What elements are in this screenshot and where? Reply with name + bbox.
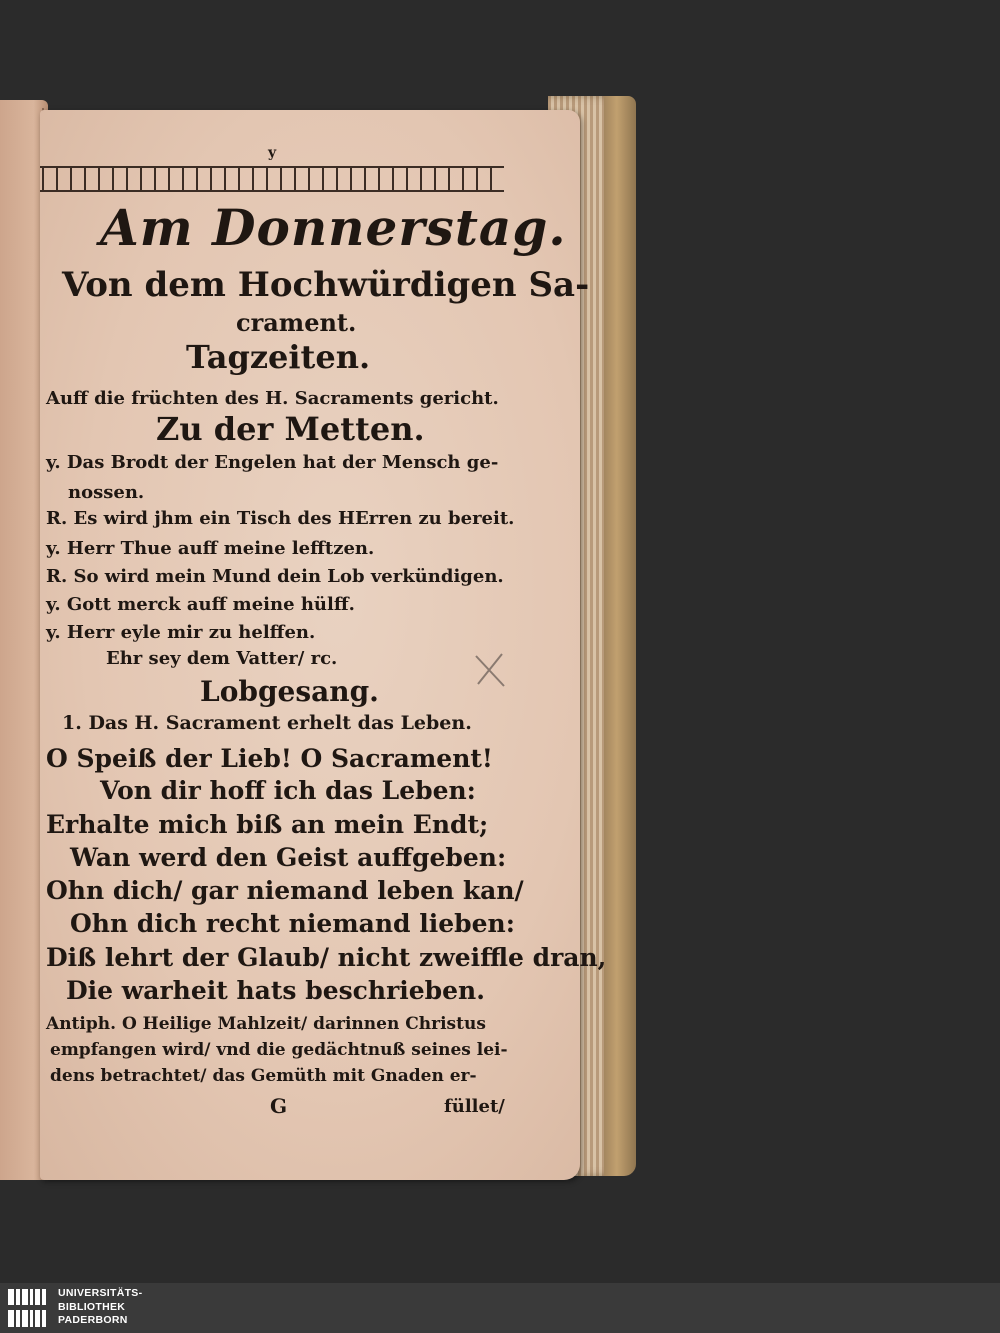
hymn-line: Ohn dich/ gar niemand leben kan/ [46, 876, 524, 905]
page-heading: Am Donnerstag. [100, 198, 567, 257]
section-heading: Lobgesang. [200, 675, 379, 708]
versicle-line: R. Es wird jhm ein Tisch des HErren zu bereit. [46, 508, 515, 529]
ornament-band [40, 166, 504, 192]
hymn-line: Von dir hoff ich das Leben: [100, 776, 476, 805]
footer-bar [0, 1283, 1000, 1333]
library-name [58, 1287, 142, 1328]
library-name-line: PADERBORN [58, 1314, 128, 1326]
library-name-line: UNIVERSITÄTS- [58, 1287, 143, 1299]
antiphon-line: dens betrachtet/ das Gemüth mit Gnaden er- [50, 1066, 477, 1086]
subtitle-line: crament. [236, 308, 357, 337]
section-heading: Tagzeiten. [186, 338, 371, 376]
hymn-line: Wan werd den Geist auffgeben: [70, 843, 507, 872]
hymn-line: Diß lehrt der Glaub/ nicht zweiffle dran, [46, 943, 607, 972]
hymn-title: 1. Das H. Sacrament erhelt das Leben. [62, 712, 472, 734]
book-edge [604, 96, 636, 1176]
page-number: y [268, 145, 277, 161]
hymn-line: Die warheit hats beschrieben. [66, 976, 485, 1005]
versicle-line: y. Herr Thue auff meine lefftzen. [46, 538, 375, 559]
versicle-line: R. So wird mein Mund dein Lob verkündigen. [46, 566, 504, 587]
versicle-line: nossen. [68, 482, 145, 503]
section-note: Auff die früchten des H. Sacraments gericht. [46, 388, 499, 409]
antiphon-line: Antiph. O Heilige Mahlzeit/ darinnen Christus [46, 1014, 486, 1034]
pencil-x-mark [470, 650, 510, 690]
versicle-line: y. Gott merck auff meine hülff. [46, 594, 355, 615]
antiphon-line: empfangen wird/ vnd die gedächtnuß seines lei- [50, 1040, 508, 1060]
left-page-border [0, 108, 44, 1173]
hymn-line: Ohn dich recht niemand lieben: [70, 909, 515, 938]
library-name-line: BIBLIOTHEK [58, 1300, 126, 1313]
versicle-line: y. Das Brodt der Engelen hat der Mensch ge- [46, 452, 499, 473]
library-logo-icon [6, 1287, 48, 1329]
hymn-line: O Speiß der Lieb! O Sacrament! [46, 744, 493, 773]
signature-mark: G [270, 1094, 288, 1118]
catchword: füllet/ [444, 1096, 505, 1117]
gloria-line: Ehr sey dem Vatter/ rc. [106, 648, 338, 669]
hymn-line: Erhalte mich biß an mein Endt; [46, 810, 489, 839]
versicle-line: y. Herr eyle mir zu helffen. [46, 622, 316, 643]
section-heading: Zu der Metten. [156, 410, 425, 448]
subtitle-line: Von dem Hochwürdigen Sa- [62, 265, 590, 305]
